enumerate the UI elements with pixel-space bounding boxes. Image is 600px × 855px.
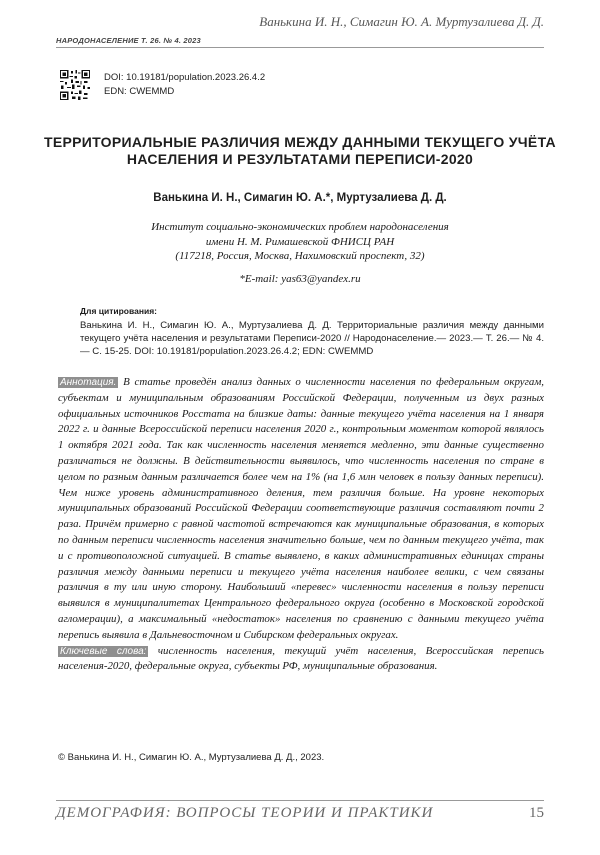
running-head-authors: Ванькина И. Н., Симагин Ю. А. Муртузалиева Д. Д. <box>259 14 544 29</box>
corresponding-email[interactable]: *E-mail: yas63@yandex.ru <box>239 273 361 285</box>
affiliation-line: имени Н. М. Римашевской ФНИСЦ РАН <box>205 235 395 248</box>
running-header <box>56 14 544 44</box>
affiliation <box>100 220 500 264</box>
keywords-text: численность населения, текущий учёт населения, Всероссийская перепись населения-2020, федеральные округа, субъекты РФ, муниципальные образования. <box>58 644 544 673</box>
citation-heading: Для цитирования: <box>80 306 157 316</box>
qr-code-icon <box>60 70 90 100</box>
page-number: 15 <box>529 805 544 821</box>
edn-code: EDN: CWEMMD <box>104 86 175 97</box>
doi-link[interactable]: DOI: 10.19181/population.2023.26.4.2 <box>104 72 266 83</box>
footer-divider <box>56 800 544 801</box>
copyright: © Ванькина И. Н., Симагин Ю. А., Муртузалиева Д. Д., 2023. <box>58 752 325 763</box>
abstract-text: В статье проведён анализ данных о численности населения по федеральным округам, субъектам и муниципальным образованиям Российской Федерации, полученным из двух разных официальных источников Росстата на близкие даты: данные текущего учёта населения на 1 января 2022 г. и данные Всероссийской переписи населения 2020 г., контрольным моментом которой являлось 1 октября 2021 года. Так как численность населения меняется медленно, эти данные существенно различаться не должны. В действительности выявилось, что численность населения по стране в целом по разным данным различается более чем на 1% (на 1,6 млн человек в пользу данных переписи). Чем ниже уровень административного деления, тем различия больше. На уровне некоторых муниципальных образований Российской Федерации соответствующие различия составляют почти 2 раза. Причём примерно с равной частотой встречаются как муниципальные образования, в которых по данным переписи численность населения значительно больше, чем по данным текущего учёта, так и с противоположной ситуацией. В статье выявлено, в каких административных единицах страны различия между данными переписи и текущего учёта населения наиболее велики, с чем связаны различия в ту или иную сторону. Наибольший «перевес» численности населения в пользу переписи выявился в муниципалитетах Центрального федерального округа (особенно в Московской городской агломерации), а максимальный «недостаток» населения по сравнению с данными текущего учёта перепись выявила в Дальневосточном и Сибирском федеральных округах. <box>58 376 544 641</box>
affiliation-line: Институт социально-экономических проблем народонаселения <box>151 221 449 233</box>
header-divider <box>56 47 544 48</box>
article-title: ТЕРРИТОРИАЛЬНЫЕ РАЗЛИЧИЯ МЕЖДУ ДАННЫМИ ТЕКУЩЕГО УЧЁТА НАСЕЛЕНИЯ И РЕЗУЛЬТАТАМИ ПЕРЕПИСИ-2020 <box>44 134 556 167</box>
journal-issue: НАРОДОНАСЕЛЕНИЕ Т. 26. № 4. 2023 <box>56 36 201 45</box>
abstract <box>58 375 544 675</box>
article-authors: Ванькина И. Н., Симагин Ю. А.*, Муртузалиева Д. Д. <box>153 192 447 204</box>
citation-text: Ванькина И. Н., Симагин Ю. А., Муртузалиева Д. Д. Территориальные различия между данными текущего учёта населения и результатами Переписи-2020 // Народонаселение.— 2023.— Т. 26.— № 4.— С. 15-25. DOI: 10.19181/population.2023.26.4.2; EDN: CWEMMD <box>80 320 544 357</box>
abstract-label: Аннотация. <box>60 377 117 388</box>
identifiers <box>104 71 265 99</box>
keywords-label: Ключевые слова: <box>60 645 147 657</box>
journal-footer-name: ДЕМОГРАФИЯ: ВОПРОСЫ ТЕОРИИ И ПРАКТИКИ <box>56 805 434 821</box>
affiliation-address: (117218, Россия, Москва, Нахимовский проспект, 32) <box>175 250 425 262</box>
